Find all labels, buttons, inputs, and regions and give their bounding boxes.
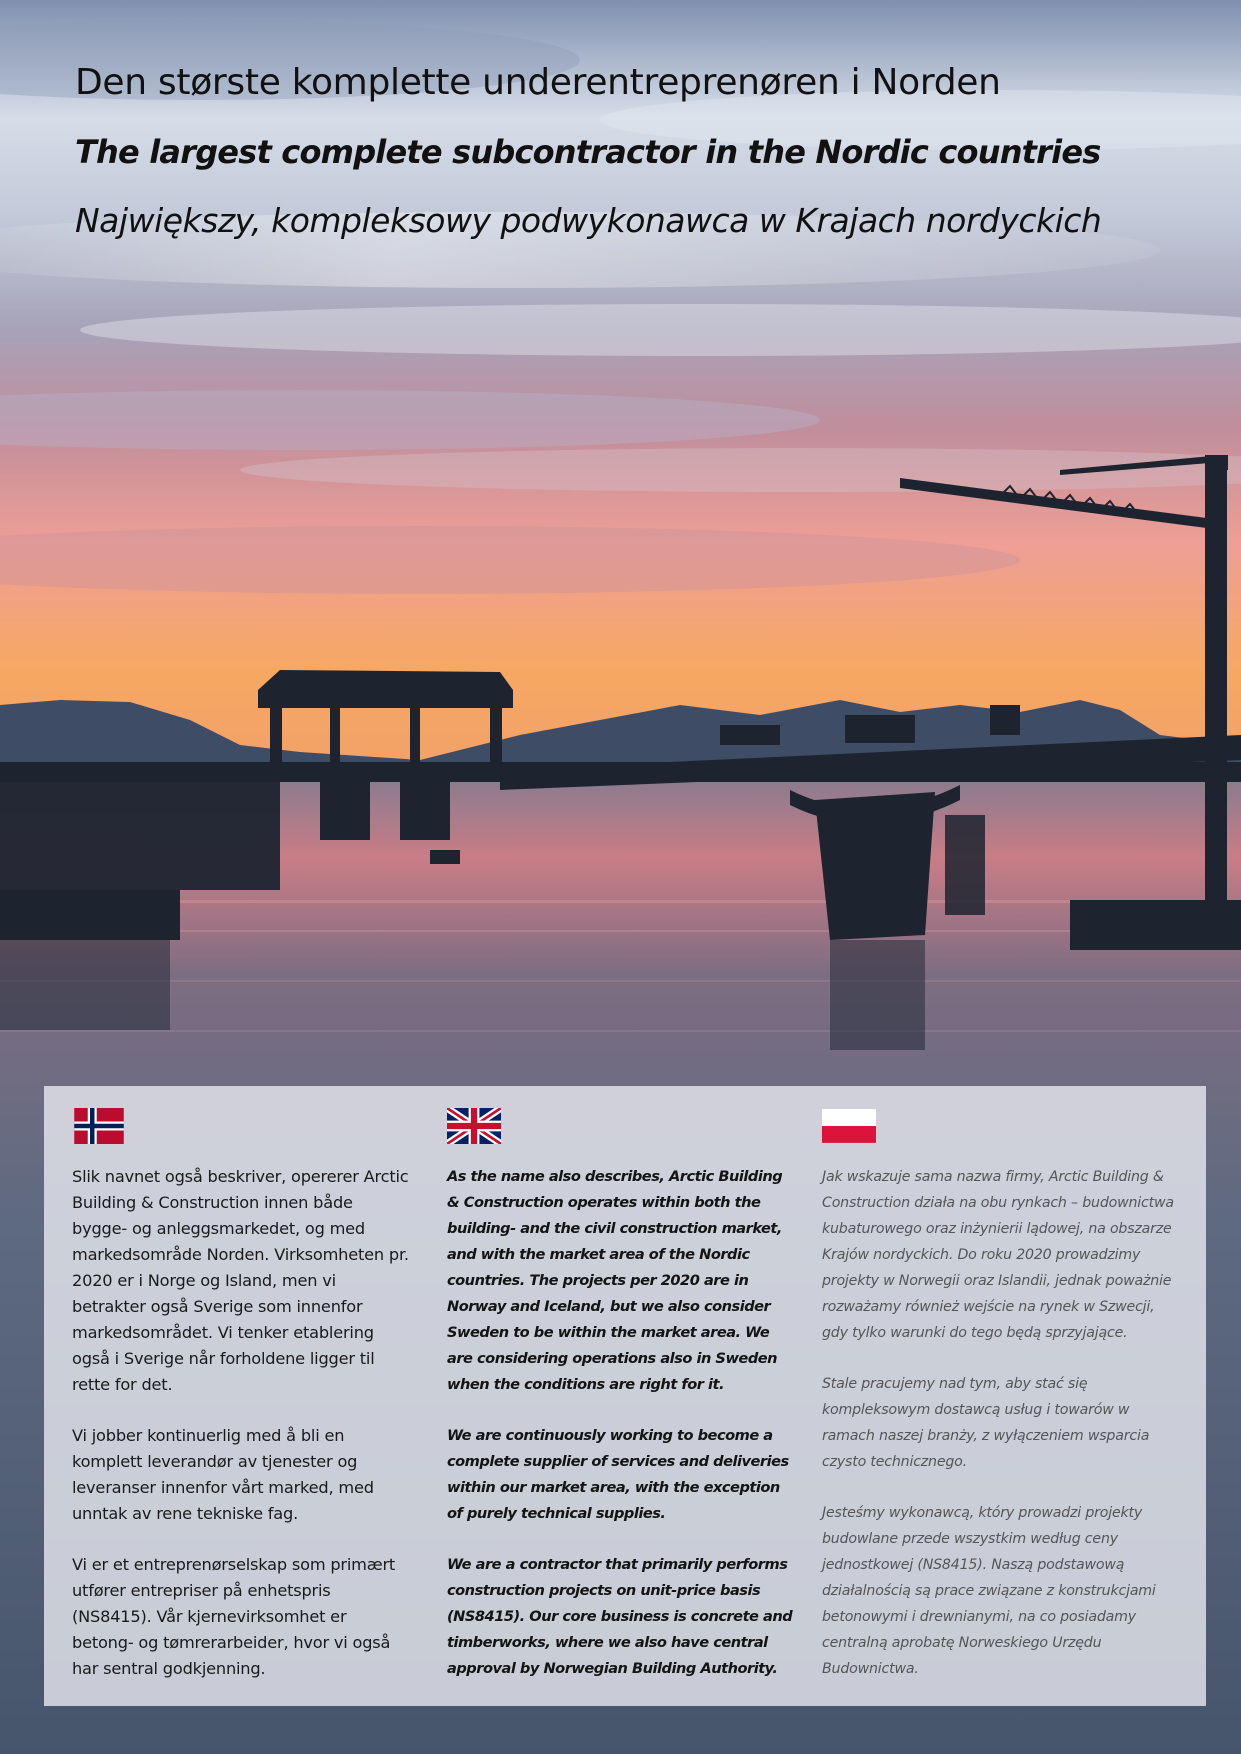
norwegian-paragraph-2: Vi jobber kontinuerlig med å bli en komplett leverandør av tjenester og leveranser innenfor vårt marked, med unntak av rene tekniske fag.: [72, 1426, 374, 1523]
polish-paragraph-3: Jesteśmy wykonawcą, który prowadzi projekty budowlane przede wszystkim według ceny jednostkowej (NS8415). Naszą podstawową działalnością są prace związane z konstrukcjami betonowymi i drewnianymi, na co posiadamy centralną aprobatę Norweskiego Urzędu Budownictwa.: [822, 1505, 1156, 1677]
polish-paragraph-1: Jak wskazuje sama nazwa firmy, Arctic Building & Construction działa na obu rynkach – budownictwa kubaturowego oraz inżynierii lądowej, na obszarze Krajów nordyckich. Do roku 2020 prowadzimy projekty w Norwegii oraz Islandii, jednak poważnie rozważamy również wejście na rynek w Szwecji, gdy tylko warunki do tego będą sprzyjające.: [822, 1169, 1174, 1341]
norwegian-paragraph-1: Slik navnet også beskriver, opererer Arctic Building & Construction innen både bygge- og anleggsmarkedet, og med markedsområde Norden. Virksomheten pr. 2020 er i Norge og Island, men vi betrakter også Sverige som innenfor markedsområdet. Vi tenker etablering også i Sverige når forholdene ligger til rette for det.: [72, 1167, 409, 1394]
headline-english: The largest complete subcontractor in the Nordic countries: [75, 133, 1101, 171]
uk-flag-icon: [447, 1108, 501, 1144]
english-paragraph-2: We are continuously working to become a complete supplier of services and deliveries within our market area, with the exception of purely technical supplies.: [447, 1427, 789, 1522]
headline-polish: Największy, kompleksowy podwykonawca w Krajach nordyckich: [75, 201, 1102, 240]
headline-block: [75, 62, 1215, 240]
english-paragraph-1: As the name also describes, Arctic Building & Construction operates within both the building- and the civil construction market, and with the market area of the Nordic countries. The projects per 2020 are in Norway and Iceland, but we also consider Sweden to be within the market area. We are considering operations also in Sweden when the conditions are right for it.: [447, 1168, 783, 1393]
column-english: [447, 1108, 797, 1707]
column-polish: [822, 1108, 1182, 1707]
norway-flag-icon: [72, 1108, 126, 1144]
column-norwegian: [72, 1108, 412, 1707]
polish-paragraph-2: Stale pracujemy nad tym, aby stać się kompleksowym dostawcą usług i towarów w ramach naszej branży, z wyłączeniem wsparcia czysto technicznego.: [822, 1376, 1150, 1470]
info-panel: [44, 1086, 1206, 1706]
poland-flag-icon: [822, 1108, 876, 1144]
headline-norwegian: Den største komplette underentreprenøren i Norden: [75, 62, 1001, 103]
english-paragraph-3: We are a contractor that primarily performs construction projects on unit-price basis (NS8415). Our core business is concrete and timberworks, where we also have central approval by Norwegian Building Authority.: [447, 1556, 793, 1677]
norwegian-paragraph-3: Vi er et entreprenørselskap som primært utfører entrepriser på enhetspris (NS8415). Vår kjernevirksomhet er betong- og tømrerarbeider, hvor vi også har sentral godkjenning.: [72, 1555, 396, 1678]
